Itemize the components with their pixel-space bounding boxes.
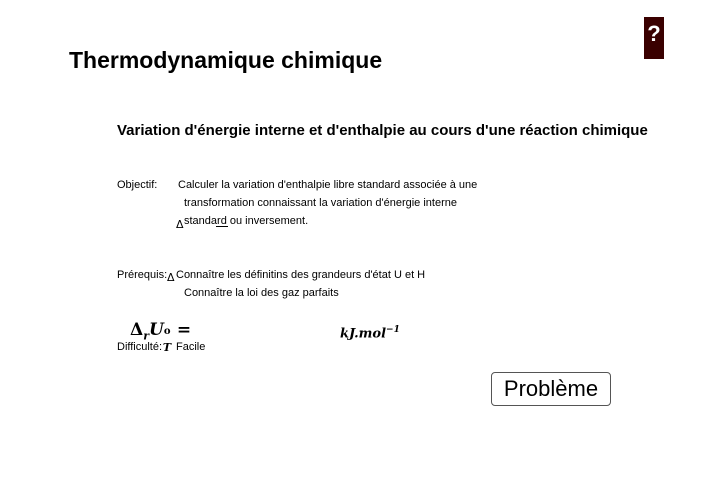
delta-symbol-2: Δ (167, 271, 175, 284)
unit-text: kJ.mol (340, 326, 387, 342)
formula-delta: Δ (130, 320, 144, 340)
formula-sub-t: T (162, 341, 172, 354)
objectif-line-1: Calculer la variation d'enthalpie libre standard associée à une (178, 179, 478, 191)
objectif-line-2: transformation connaissant la variation d'énergie interne (184, 197, 457, 209)
objectif-label: Objectif: (117, 179, 158, 191)
formula-equals: = (176, 320, 192, 340)
formula-u: U (149, 320, 164, 340)
prerequis-line-2: Connaître la loi des gaz parfaits (184, 287, 339, 299)
page-title: Thermodynamique chimique (69, 47, 383, 73)
formula-sub-r: r (143, 329, 149, 343)
underline-mark (216, 226, 228, 227)
difficulte-label: Difficulté: (117, 341, 163, 353)
unit-exponent: −1 (386, 325, 400, 335)
prerequis-line-1: Connaître les définitins des grandeurs d'état U et H (176, 269, 426, 281)
formula-unit (340, 325, 400, 341)
prerequis-label: Prérequis: (117, 269, 168, 281)
delta-symbol-1: Δ (176, 218, 184, 231)
exercise-subtitle: Variation d'énergie interne et d'enthalpie au cours d'une réaction chimique (117, 122, 648, 139)
objectif-line-3: standard ou inversement. (184, 215, 309, 227)
probleme-button[interactable]: Problème (491, 372, 611, 406)
help-button[interactable]: ? (644, 17, 664, 59)
difficulte-value: Facile (176, 341, 206, 353)
formula-sup-deg: o (163, 326, 171, 337)
